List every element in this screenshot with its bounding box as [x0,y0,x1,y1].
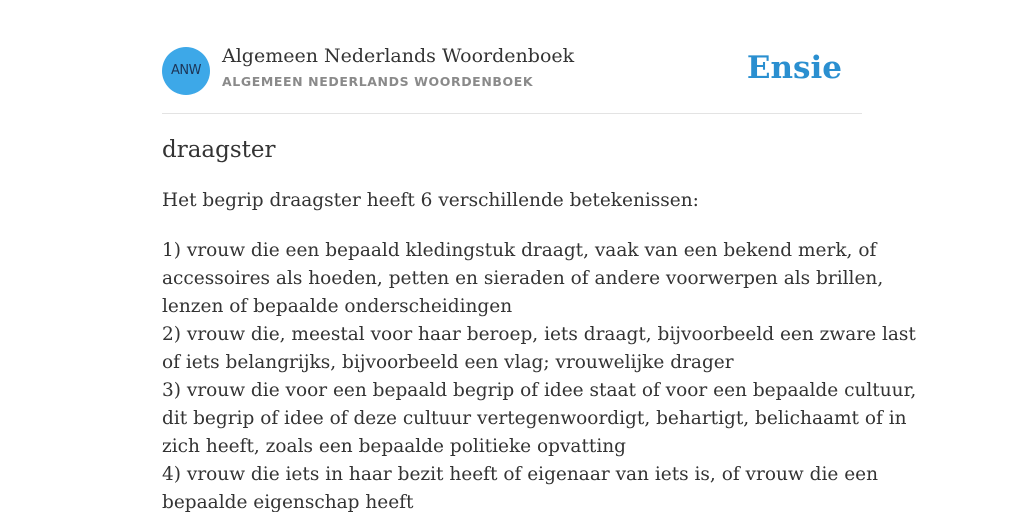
definition-line: dit begrip of idee of deze cultuur vertegenwoordigt, behartigt, belichaamt of in [162,408,907,429]
anw-logo[interactable]: ANW [162,47,210,95]
source-title[interactable]: Algemeen Nederlands Woordenboek [222,45,575,67]
content-container [162,0,917,512]
ensie-logo[interactable]: Ensie [746,50,842,86]
definition-line: accessoires als hoeden, petten en sieraden of andere voorwerpen als brillen, [162,268,884,289]
definition-line: 4) vrouw die iets in haar bezit heeft of eigenaar van iets is, of vrouw die een [162,464,879,485]
definitions [162,237,917,512]
source-subtitle: ALGEMEEN NEDERLANDS WOORDENBOEK [222,74,534,89]
intro-text: Het begrip draagster heeft 6 verschillende betekenissen: [162,190,699,211]
definition-line: 1) vrouw die een bepaald kledingstuk draagt, vaak van een bekend merk, of [162,240,877,261]
header [162,0,862,114]
definition-line: bepaalde eigenschap heeft [162,492,414,512]
definition-line: 3) vrouw die voor een bepaald begrip of idee staat of voor een bepaalde cultuur, [162,380,917,401]
definition-line: lenzen of bepaalde onderscheidingen [162,296,513,317]
definition-line: zich heeft, zoals een bepaalde politieke opvatting [162,436,627,457]
definition-line: of iets belangrijks, bijvoorbeeld een vlag; vrouwelijke drager [162,352,734,373]
definition-line: 2) vrouw die, meestal voor haar beroep, iets draagt, bijvoorbeeld een zware last [162,324,916,345]
word-title: draagster [162,137,276,163]
